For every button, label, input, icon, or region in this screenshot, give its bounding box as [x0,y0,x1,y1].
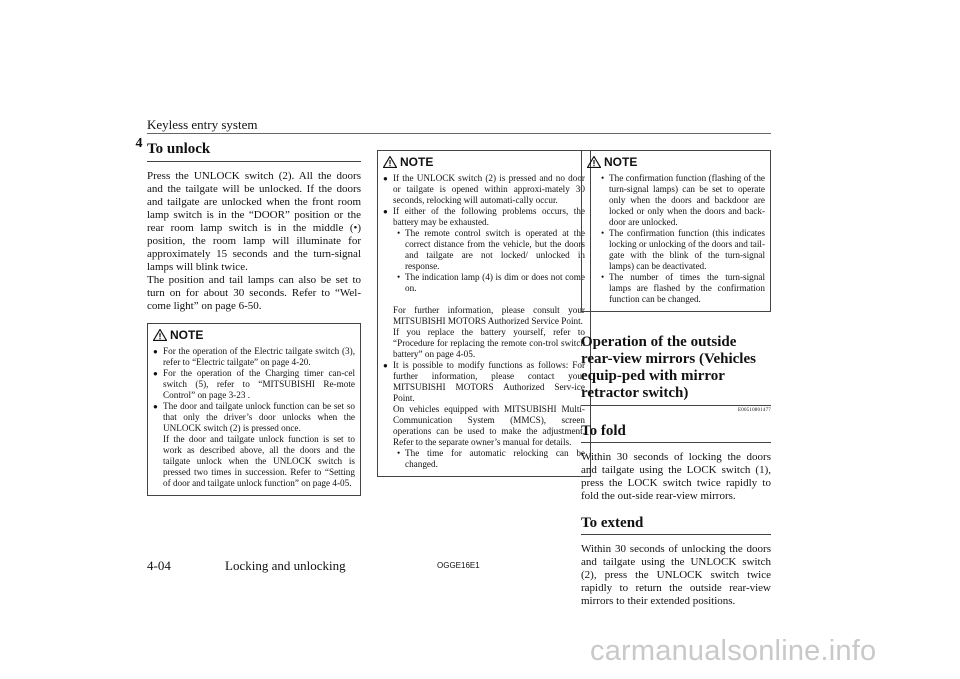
note-box [147,323,361,496]
note-item: ● For the operation of the Electric tailgate switch (3), refer to “Electric tailgate” on page 4-20. [153,346,355,367]
note-sub-item: • The indication lamp (4) is dim or does not come on. [397,272,585,293]
bullet-icon: ● [153,402,158,411]
column-left [147,138,361,496]
chapter-number: 4 [135,136,143,151]
note-heading [383,155,585,169]
watermark: carmanualsonline.info [590,635,877,667]
note-paragraph: For further information, please consult your MITSUBISHI MOTORS Authorized Service Point. [393,305,585,326]
body-paragraph: Press the UNLOCK switch (2). All the doors and the tailgate will be unlocked. If the doors and tailgate are unlocked when the front room lamp switch is in the “DOOR” position or the rear room lamp switch is in the middle (•) position, the room lamp will illuminate for approximately 15 seconds and the turn-signal lamps will blink twice. [147,170,361,273]
note-sub-item: • The time for automatic relocking can be changed. [397,448,585,469]
note-sub-item: • The number of times the turn-signal lamps are flashed by the confirmation function can be changed. [601,272,765,304]
document-code: OGGE16E1 [437,561,480,570]
bullet-icon: ● [153,347,158,356]
note-item: ● The door and tailgate unlock function can be set so that only the driver’s door unlocks when the UNLOCK switch (2) is pressed once. [153,401,355,433]
column-right [581,150,771,608]
bullet-icon: ● [383,207,388,216]
note-heading [587,155,765,169]
bullet-icon: ● [153,369,158,378]
note-label: NOTE [604,155,638,169]
extend-body: Within 30 seconds of unlocking the doors and tailgate using the UNLOCK switch (2), press the UNLOCK switch twice rapidly to return the outside rear-view mirrors to their extended positions. [581,543,771,607]
subsection-title-extend: To extend [581,515,771,535]
note-sub-item: • The confirmation function (flashing of the turn-signal lamps) can be set to operate only when the doors and backdoor are locked or only when the doors and back-door are unlocked. [601,173,765,227]
header-title: Keyless entry system [147,117,258,132]
footer-section-title: Locking and unlocking [225,558,346,573]
note-box [581,150,771,312]
note-item: ● If the UNLOCK switch (2) is pressed and no door or tailgate is opened within approxi-mately 30 seconds, relocking will automati-cally occur. [383,173,585,205]
unlock-body [147,170,361,313]
caution-icon [153,329,167,341]
note-box [377,150,591,477]
reference-code: E00510801477 [738,408,771,413]
note-sub-item: • The confirmation function (this indicates locking or unlocking of the doors and tail-gate with the blink of the turn-signal lamps) can be deactivated. [601,228,765,271]
note-label: NOTE [170,328,204,342]
note-paragraph: If you replace the battery yourself, refer to “Procedure for replacing the remote con-trol switch battery” on page 4-05. [393,327,585,359]
header-rule [147,133,771,134]
caution-icon [383,156,397,168]
note-continuation: If the door and tailgate unlock function is set to work as described above, all the doors and the tailgate unlock when the UNLOCK switch is pressed two times in succession. Refer to “Setting of door and tailgate unlock function” on page 4-05. [163,434,355,488]
note-item: ● If either of the following problems occurs, the battery may be exhausted. [383,206,585,227]
note-label: NOTE [400,155,434,169]
section-title-mirrors: Operation of the outside rear-view mirrors (Vehicles equip-ped with mirror retractor switch) [581,334,771,406]
note-heading [153,328,355,342]
bullet-icon: ● [383,361,388,370]
note-sub-item: • The remote control switch is operated at the correct distance from the vehicle, but the doors and tailgate are not locked/ unlocked in response. [397,228,585,271]
subsection-title-fold: To fold [581,423,771,443]
note-item: ● For the operation of the Charging timer can-cel switch (5), refer to “MITSUBISHI Re-mote Control” on page 3-23 . [153,368,355,400]
fold-body: Within 30 seconds of locking the doors and tailgate using the LOCK switch (1), press the LOCK switch twice rapidly to fold the out-side rear-view mirrors. [581,451,771,502]
note-paragraph: On vehicles equipped with MITSUBISHI Multi-Communication System (MMCS), screen operations can be used to make the adjustment. Refer to the separate owner’s manual for details. [393,404,585,447]
caution-icon [587,156,601,168]
bullet-icon: ● [383,174,388,183]
page-number: 4-04 [147,558,171,573]
body-paragraph: The position and tail lamps can also be set to turn on for about 30 seconds. Refer to “Wel-come light” on page 6-50. [147,274,361,312]
section-title-unlock: To unlock [147,141,361,162]
note-item: ● It is possible to modify functions as follows: For further information, please contact your MITSUBISHI MOTORS Authorized Serv-ice Point. [383,360,585,403]
column-middle [377,150,591,477]
